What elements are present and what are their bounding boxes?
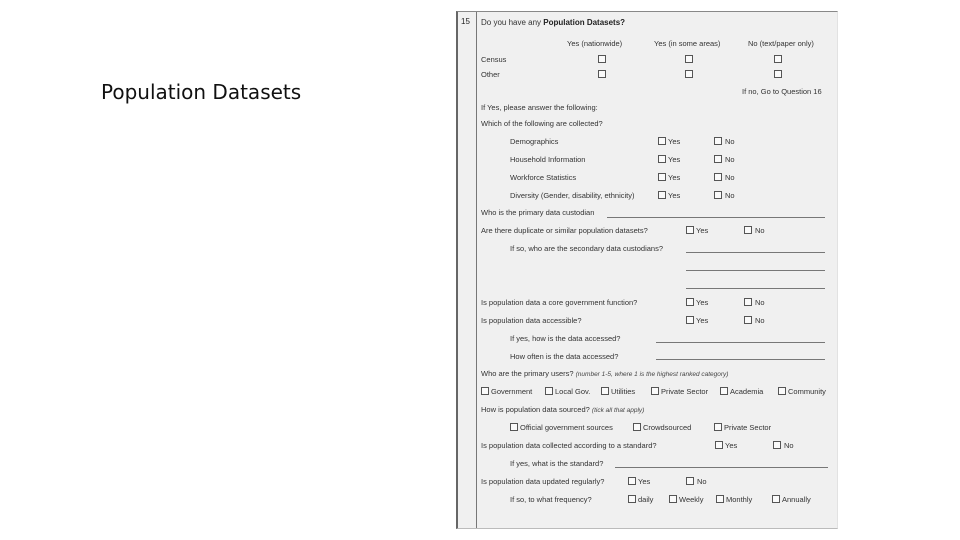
workforce-no-label: No bbox=[725, 173, 735, 182]
core-function-no-label: No bbox=[755, 298, 765, 307]
accessible-yes-label: Yes bbox=[696, 316, 709, 325]
primary-custodian-label: Who is the primary data custodian bbox=[481, 208, 595, 217]
user-local-gov-checkbox[interactable] bbox=[545, 387, 553, 395]
source-official-label: Official government sources bbox=[520, 423, 613, 432]
primary-users-text: Who are the primary users? bbox=[481, 369, 574, 378]
household-yes-label: Yes bbox=[668, 155, 681, 164]
household-yes-checkbox[interactable] bbox=[658, 155, 666, 163]
accessible-no-checkbox[interactable] bbox=[744, 316, 752, 324]
question-bold: Population Datasets? bbox=[543, 18, 626, 27]
workforce-yes-label: Yes bbox=[668, 173, 681, 182]
core-function-question: Is population data a core government function? bbox=[481, 298, 638, 307]
question-number-column bbox=[458, 12, 477, 528]
source-crowdsourced-checkbox[interactable] bbox=[633, 423, 641, 431]
standard-yes-label: Yes bbox=[725, 441, 738, 450]
secondary-custodian-input-1[interactable] bbox=[686, 252, 825, 253]
slide-title: Population Datasets bbox=[101, 80, 302, 104]
skip-note: If no, Go to Question 16 bbox=[742, 87, 822, 96]
frequency-annually-checkbox[interactable] bbox=[772, 495, 780, 503]
sourced-note: (tick all that apply) bbox=[591, 407, 645, 414]
source-crowdsourced-label: Crowdsourced bbox=[643, 423, 692, 432]
duplicates-no-checkbox[interactable] bbox=[744, 226, 752, 234]
user-private-sector-label: Private Sector bbox=[661, 387, 709, 396]
source-official-checkbox[interactable] bbox=[510, 423, 518, 431]
standard-question: Is population data collected according to a standard? bbox=[481, 441, 657, 450]
duplicates-yes-label: Yes bbox=[696, 226, 709, 235]
col-header-no-paper: No (text/paper only) bbox=[748, 39, 814, 48]
primary-users-note: (number 1-5, where 1 is the highest ranked category) bbox=[575, 371, 729, 378]
updated-question: Is population data updated regularly? bbox=[481, 477, 605, 486]
workforce-yes-checkbox[interactable] bbox=[658, 173, 666, 181]
standard-no-checkbox[interactable] bbox=[773, 441, 781, 449]
source-private-sector-checkbox[interactable] bbox=[714, 423, 722, 431]
other-nationwide-checkbox[interactable] bbox=[598, 70, 606, 78]
row-label-census: Census bbox=[481, 55, 507, 64]
household-no-label: No bbox=[725, 155, 735, 164]
how-accessed-label: If yes, how is the data accessed? bbox=[510, 334, 621, 343]
user-community-label: Community bbox=[788, 387, 826, 396]
duplicates-yes-checkbox[interactable] bbox=[686, 226, 694, 234]
question-text bbox=[481, 18, 625, 27]
demographics-no-checkbox[interactable] bbox=[714, 137, 722, 145]
frequency-question: If so, to what frequency? bbox=[510, 495, 592, 504]
core-function-yes-checkbox[interactable] bbox=[686, 298, 694, 306]
frequency-weekly-label: Weekly bbox=[679, 495, 704, 504]
collected-item-demographics: Demographics bbox=[510, 137, 559, 146]
secondary-custodian-input-2[interactable] bbox=[686, 270, 825, 271]
workforce-no-checkbox[interactable] bbox=[714, 173, 722, 181]
core-function-no-checkbox[interactable] bbox=[744, 298, 752, 306]
census-nationwide-checkbox[interactable] bbox=[598, 55, 606, 63]
secondary-custodians-label: If so, who are the secondary data custodians? bbox=[510, 244, 664, 253]
other-some-areas-checkbox[interactable] bbox=[685, 70, 693, 78]
collected-item-workforce: Workforce Statistics bbox=[510, 173, 577, 182]
core-function-yes-label: Yes bbox=[696, 298, 709, 307]
demographics-no-label: No bbox=[725, 137, 735, 146]
demographics-yes-label: Yes bbox=[668, 137, 681, 146]
standard-followup-label: If yes, what is the standard? bbox=[510, 459, 604, 468]
user-community-checkbox[interactable] bbox=[778, 387, 786, 395]
frequency-weekly-checkbox[interactable] bbox=[669, 495, 677, 503]
duplicates-no-label: No bbox=[755, 226, 765, 235]
accessible-yes-checkbox[interactable] bbox=[686, 316, 694, 324]
question-prefix: Do you have any bbox=[481, 18, 544, 27]
col-header-nationwide: Yes (nationwide) bbox=[567, 39, 623, 48]
census-some-areas-checkbox[interactable] bbox=[685, 55, 693, 63]
collected-item-household: Household Information bbox=[510, 155, 586, 164]
standard-no-label: No bbox=[784, 441, 794, 450]
how-often-input[interactable] bbox=[656, 359, 825, 360]
frequency-daily-label: daily bbox=[638, 495, 654, 504]
frequency-monthly-label: Monthly bbox=[726, 495, 753, 504]
diversity-yes-checkbox[interactable] bbox=[658, 191, 666, 199]
standard-yes-checkbox[interactable] bbox=[715, 441, 723, 449]
diversity-no-checkbox[interactable] bbox=[714, 191, 722, 199]
updated-yes-label: Yes bbox=[638, 477, 651, 486]
user-utilities-checkbox[interactable] bbox=[601, 387, 609, 395]
user-academia-checkbox[interactable] bbox=[720, 387, 728, 395]
user-government-checkbox[interactable] bbox=[481, 387, 489, 395]
updated-no-checkbox[interactable] bbox=[686, 477, 694, 485]
col-header-some-areas: Yes (in some areas) bbox=[654, 39, 721, 48]
how-accessed-input[interactable] bbox=[656, 342, 825, 343]
diversity-yes-label: Yes bbox=[668, 191, 681, 200]
other-no-checkbox[interactable] bbox=[774, 70, 782, 78]
standard-input[interactable] bbox=[615, 467, 828, 468]
frequency-annually-label: Annually bbox=[782, 495, 811, 504]
how-often-label: How often is the data accessed? bbox=[510, 352, 619, 361]
primary-users-question bbox=[481, 369, 728, 378]
user-private-sector-checkbox[interactable] bbox=[651, 387, 659, 395]
frequency-monthly-checkbox[interactable] bbox=[716, 495, 724, 503]
demographics-yes-checkbox[interactable] bbox=[658, 137, 666, 145]
if-yes-note: If Yes, please answer the following: bbox=[481, 103, 598, 112]
user-local-gov-label: Local Gov. bbox=[555, 387, 591, 396]
diversity-no-label: No bbox=[725, 191, 735, 200]
accessible-no-label: No bbox=[755, 316, 765, 325]
updated-yes-checkbox[interactable] bbox=[628, 477, 636, 485]
user-government-label: Government bbox=[491, 387, 533, 396]
duplicates-question: Are there duplicate or similar population datasets? bbox=[481, 226, 648, 235]
user-utilities-label: Utilities bbox=[611, 387, 636, 396]
accessible-question: Is population data accessible? bbox=[481, 316, 582, 325]
row-label-other: Other bbox=[481, 70, 500, 79]
frequency-daily-checkbox[interactable] bbox=[628, 495, 636, 503]
household-no-checkbox[interactable] bbox=[714, 155, 722, 163]
sourced-text: How is population data sourced? bbox=[481, 405, 590, 414]
question-number: 15 bbox=[461, 17, 470, 26]
collected-question: Which of the following are collected? bbox=[481, 119, 603, 128]
source-private-sector-label: Private Sector bbox=[724, 423, 772, 432]
collected-item-diversity: Diversity (Gender, disability, ethnicity) bbox=[510, 191, 635, 200]
primary-custodian-input[interactable] bbox=[607, 217, 825, 218]
questionnaire-form bbox=[456, 11, 838, 529]
user-academia-label: Academia bbox=[730, 387, 764, 396]
updated-no-label: No bbox=[697, 477, 707, 486]
sourced-question bbox=[481, 405, 644, 414]
census-no-checkbox[interactable] bbox=[774, 55, 782, 63]
secondary-custodian-input-3[interactable] bbox=[686, 288, 825, 289]
